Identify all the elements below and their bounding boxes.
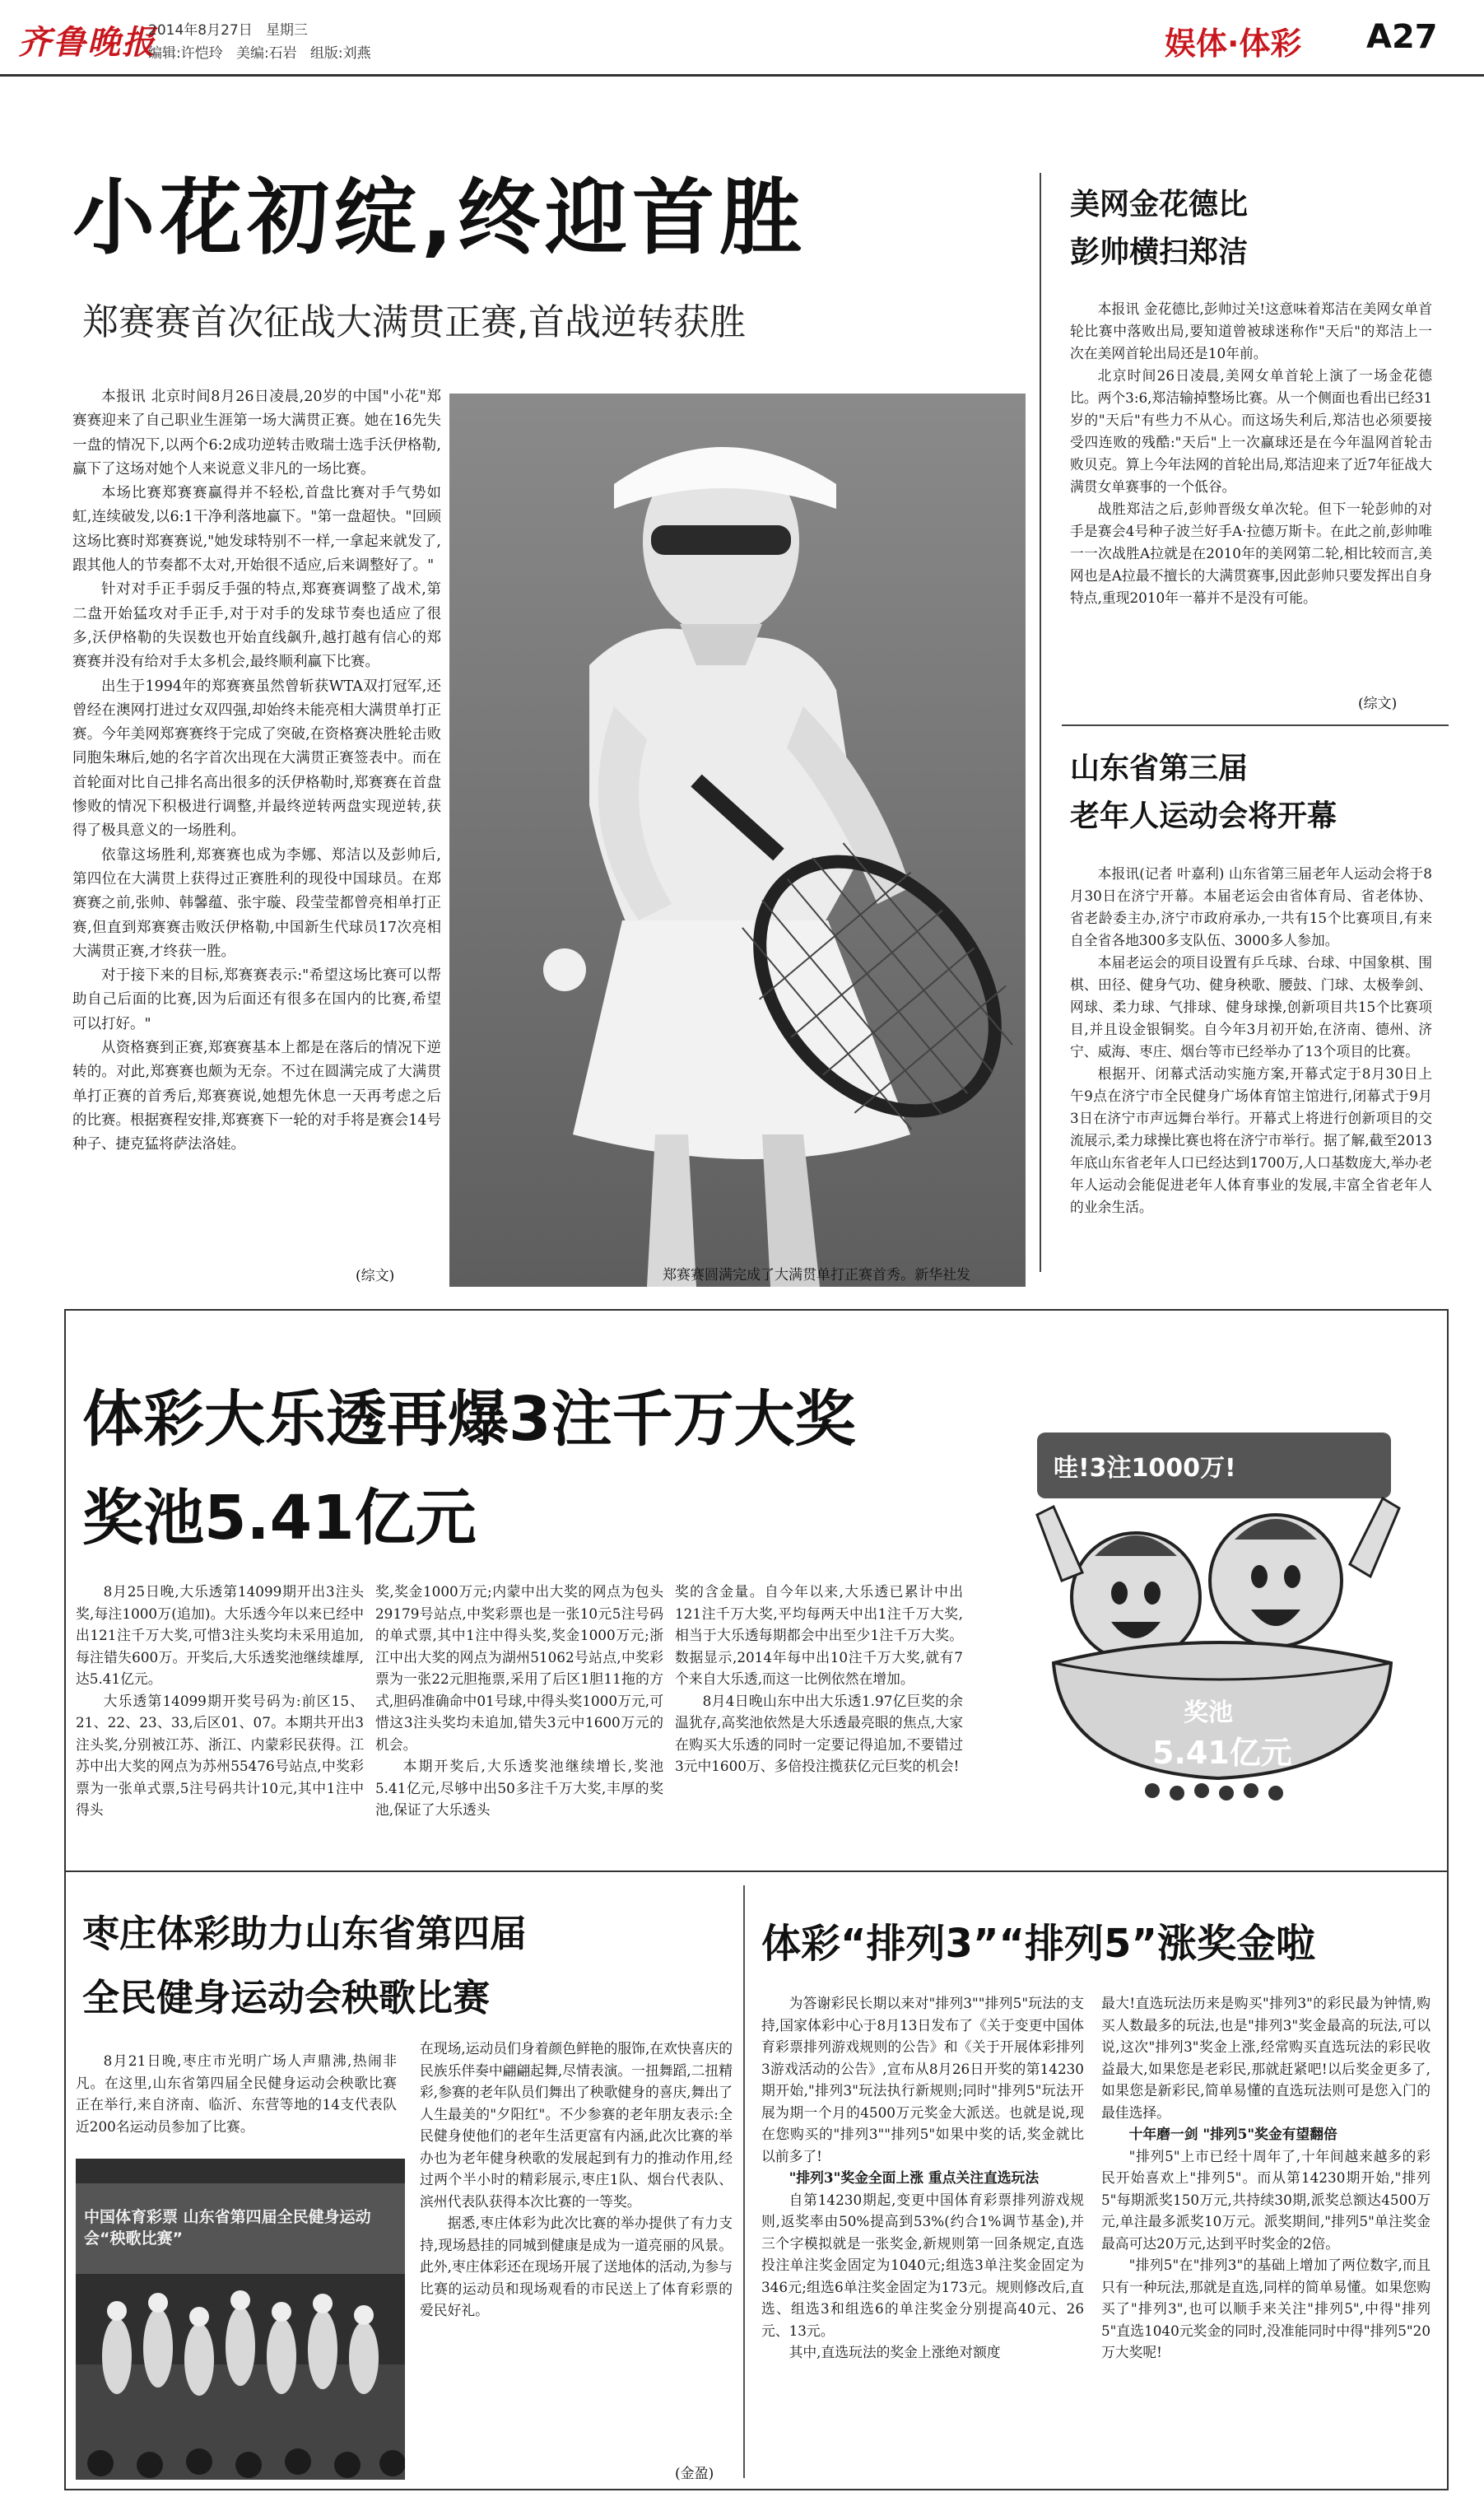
pailie-subhead: "排列3"奖金全面上涨 重点关注直选玩法 bbox=[789, 2169, 1040, 2186]
pailie-paragraph: 最大!直选玩法历来是购买"排列3"的彩民最为钟情,购买人数最多的玩法,也是"排列3"奖金最高的玩法,可以说,这次"排列3"奖金上涨,经常购买直选玩法的彩民收益最大,如果您是老彩民,那就赶紧吧!以后奖金更多了,如果您是新彩民,简单易懂的直选玩法则可是您入门的最佳选择。 bbox=[1101, 1995, 1431, 2121]
lottery-col3 bbox=[675, 1581, 963, 1836]
zaozhuang-paragraph: 8月21日晚,枣庄市光明广场人声鼎沸,热闹非凡。在这里,山东省第四届全民健身运动会秧歌比赛正在举行,来自济南、临沂、东营等地的14支代表队近200名运动员参加了比赛。 bbox=[76, 2052, 397, 2135]
side1-headline-line2: 彭帅横扫郑洁 bbox=[1070, 235, 1249, 269]
header-date: 2014年8月27日 bbox=[148, 22, 253, 39]
lottery-paragraph: 奖的含金量。自今年以来,大乐透已累计中出121注千万大奖,平均每两天中出1注千万大奖,相当于大乐透每期都会中出至少1注千万大奖。数据显示,2014年每中出10注千万大奖,就有7个来自大乐透,而这一比例依然在增加。 bbox=[675, 1583, 963, 1687]
zaozhuang-headline-line2: 全民健身运动会秧歌比赛 bbox=[82, 1976, 491, 2020]
side1-byline: (综文) bbox=[1358, 696, 1398, 712]
lottery-paragraph: 奖,奖金1000万元;内蒙中出大奖的网点为包头29179号站点,中奖彩票也是一张10元5注号码的单式票,其中1注中得头奖,奖金1000万元;浙江中出大奖的网点为湖州51062号站点,中奖彩票为一张22元胆拖票,采用了后区1胆11拖的方式,胆码准确命中01号球,中得头奖1000万元,可惜这3注头奖均未追加,错失3元中1600万元的机会。 bbox=[375, 1583, 663, 1753]
header-proofreader: 组版:刘燕 bbox=[309, 45, 371, 62]
zaozhuang-left-body bbox=[76, 2050, 397, 2137]
pailie-paragraph: 为答谢彩民长期以来对"排列3""排列5"玩法的支持,国家体彩中心于8月13日发布了《关于变更中国体育彩票排列游戏规则的公告》和《关于开展体彩排列3游戏活动的公告》,宣布从8月26日开奖的第14230期开始,"排列3"玩法执行新规则;同时"排列5"玩法开展为期一个月的4500万元奖金大派送。也就是说,现在您购买的"排列3""排列5"如果中奖的话,奖金就比以前多了! bbox=[761, 1995, 1084, 2164]
pailie-left-body bbox=[761, 1992, 1084, 2486]
pailie-headline: 体彩“排列3”“排列5”涨奖金啦 bbox=[761, 1921, 1315, 1967]
lead-photo bbox=[449, 394, 1026, 1287]
lead-byline: (综文) bbox=[356, 1268, 395, 1284]
pailie-paragraph: 其中,直选玩法的奖金上涨绝对额度 bbox=[789, 2344, 1001, 2360]
pailie-paragraph: "排列5"在"排列3"的基础上增加了两位数字,而且只有一种玩法,那就是直选,同样的简单易懂。如果您购买了"排列3",也可以顺手来关注"排列5",中得"排列5"直选1040元奖金的同时,没准能同时中得"排列5"20万大奖呢! bbox=[1101, 2257, 1431, 2360]
side1-headline bbox=[1070, 181, 1248, 277]
lottery-paragraph: 8月4日晚山东中出大乐透1.97亿巨奖的余温犹存,高奖池依然是大乐透最亮眼的焦点,大家在购买大乐透的同时一定要记得追加,不要错过3元中1600万、多倍投注揽获亿元巨奖的机会! bbox=[675, 1692, 963, 1774]
lead-paragraph: 从资格赛到正赛,郑赛赛基本上都是在落后的情况下逆转的。对此,郑赛赛也颇为无奈。不过在圆满完成了大满贯单打正赛的首秀后,郑赛赛说,她想先休息一天再考虑之后的比赛。根据赛程安排,郑赛赛下一轮的对手将是赛会14号种子、捷克猛将萨法洛娃。 bbox=[72, 1040, 441, 1153]
zaozhuang-byline: (金盈) bbox=[675, 2466, 714, 2482]
column-divider bbox=[1040, 173, 1041, 1272]
pailie-subhead: 十年磨一剑 "排列5"奖金有望翻倍 bbox=[1128, 2126, 1337, 2142]
lead-paragraph: 针对对手正手弱反手强的特点,郑赛赛调整了战术,第二盘开始猛攻对手正手,对于对手的发球节奏也适应了很多,沃伊格勒的失误数也开始直线飙升,越打越有信心的郑赛赛并没有给对手太多机会,最终顺利赢下比赛。 bbox=[72, 581, 441, 671]
lead-paragraph: 本场比赛郑赛赛赢得并不轻松,首盘比赛对手气势如虹,连续破发,以6:1干净利落地赢下。"第一盘超快。"回顾这场比赛时郑赛赛说,"她发球特别不一样,一拿起来就发了,跟其他人的节奏都不太对,开始很不适应,后来调整好了。" bbox=[72, 485, 441, 575]
lead-paragraph: 本报讯 北京时间8月26日凌晨,20岁的中国"小花"郑赛赛迎来了自己职业生涯第一场大满贯正赛。她在16先失一盘的情况下,以两个6:2成功逆转击败瑞士选手沃伊格勒,赢下了这场对她个人来说意义非凡的一场比赛。 bbox=[72, 389, 441, 478]
pool-value: 5.41亿元 bbox=[1152, 1735, 1292, 1771]
header-meta-line1 bbox=[148, 18, 308, 39]
side1-paragraph: 北京时间26日凌晨,美网女单首轮上演了一场金花德比。两个3:6,郑洁输掉整场比赛。从一个侧面也看出已经31岁的"天后"有些力不从心。而这场失利后,郑洁也必须要接受四连败的残酷:"天后"上一次赢球还是在今年温网首轮击败贝克。算上今年法网的首轮出局,郑洁迎来了近7年征战大满贯女单赛事的一个低谷。 bbox=[1070, 367, 1432, 495]
side2-body bbox=[1070, 863, 1432, 1291]
lottery-headline-2: 奖池5.41亿元 bbox=[82, 1483, 477, 1554]
header-designer: 美编:石岩 bbox=[235, 45, 297, 62]
zaozhuang-paragraph: 据悉,枣庄体彩为此次比赛的举办提供了有力支持,现场悬挂的同城到健康是成为一道亮丽的风景。此外,枣庄体彩还在现场开展了送地体的活动,为参与比赛的运动员和现场观看的市民送上了体育彩票的爱民好礼。 bbox=[420, 2215, 733, 2318]
section-title: 娱体·体彩 bbox=[1165, 26, 1302, 62]
pool-label: 奖池 bbox=[1184, 1698, 1233, 1727]
page-number: A27 bbox=[1366, 18, 1438, 56]
zaozhuang-photo-banner: 中国体育彩票 山东省第四届全民健身运动会“秧歌比赛” bbox=[84, 2208, 371, 2248]
zaozhuang-right-body bbox=[420, 2038, 733, 2482]
header-meta-line2 bbox=[148, 41, 371, 62]
side1-headline-line1: 美网金花德比 bbox=[1070, 188, 1249, 221]
zaozhuang-paragraph: 在现场,运动员们身着颜色鲜艳的服饰,在欢快喜庆的民族乐伴奏中翩翩起舞,尽情表演。一扭舞蹈,二扭精彩,参赛的老年队员们舞出了秧歌健身的喜庆,舞出了人生最美的"夕阳红"。不少参赛的老年朋友表示:全民健身使他们的老年生活更富有内涵,此次比赛的举办也为老年健身秧歌的发展起到有力的推动作用,经过两个半小时的精彩展示,枣庄1队、烟台代表队、滨州代表队获得本次比赛的一等奖。 bbox=[420, 2040, 733, 2210]
lottery-paragraph: 大乐透第14099期开奖号码为:前区15、21、22、23、33,后区01、07。本期共开出3注头奖,分别被江苏、浙江、内蒙彩民获得。江苏中出大奖的网点为苏州55476号站点,中奖彩票为一张单式票,5注号码共计10元,其中1注中得头 bbox=[76, 1692, 364, 1818]
tennis-player-photo bbox=[449, 394, 1026, 1287]
pailie-paragraph: 自第14230期起,变更中国体育彩票排列游戏规则,返奖率由50%提高到53%(约合1%调节基金),并三个字模拟就是一张奖金,新规则第一回条规定,直选投注单注奖金固定为1040元;组选3单注奖金固定为346元;组选6单注奖金固定为173元。规则修改后,直选、组选3和组选6的单注奖金分别提高40元、26元、13元。 bbox=[761, 2191, 1084, 2339]
side2-headline-line2: 老年人运动会将开幕 bbox=[1070, 799, 1337, 833]
side1-paragraph: 本报讯 金花德比,彭帅过关!这意味着郑洁在美网女单首轮比赛中落败出局,要知道曾被球迷称作"天后"的郑洁上一次在美网首轮出局还是10年前。 bbox=[1070, 300, 1432, 361]
page-header bbox=[0, 0, 1484, 81]
zaozhuang-headline bbox=[82, 1902, 527, 2030]
lead-subhead: 郑赛赛首次征战大满贯正赛,首战逆转获胜 bbox=[82, 301, 746, 343]
masthead-logo: 齐鲁晚报 bbox=[18, 23, 156, 62]
lottery-headline-1: 体彩大乐透再爆3注千万大奖 bbox=[82, 1384, 856, 1455]
side1-paragraph: 战胜郑洁之后,彭帅晋级女单次轮。但下一轮彭帅的对手是赛会4号种子波兰好手A·拉德万斯卡。在此之前,彭帅唯一一次战胜A拉就是在2010年的美网第二轮,相比较而言,美网也是A拉最不擅长的大满贯赛事,因此彭帅只要发挥出自身特点,重现2010年一幕并不是没有可能。 bbox=[1070, 501, 1432, 606]
lottery-paragraph: 8月25日晚,大乐透第14099期开出3注头奖,每注1000万(追加)。大乐透今年以来已经中出121注千万大奖,可惜3注头奖均未采用追加,每注错失600万。开奖后,大乐透奖池继续雄厚,达5.41亿元。 bbox=[76, 1583, 364, 1687]
side2-paragraph: 本报讯(记者 叶嘉利) 山东省第三届老年人运动会将于8月30日在济宁开幕。本届老运会由省体育局、省老体协、省老龄委主办,济宁市政府承办,一共有15个比赛项目,有来自全省各地300多支队伍、3000多人参加。 bbox=[1070, 865, 1432, 948]
lottery-col2 bbox=[375, 1581, 663, 1836]
zaozhuang-photo bbox=[76, 2159, 405, 2480]
lottery-col1 bbox=[76, 1581, 364, 1836]
side2-headline bbox=[1070, 745, 1337, 841]
pailie-right-body bbox=[1101, 1992, 1431, 2486]
lead-paragraph: 对于接下来的目标,郑赛赛表示:"希望这场比赛可以帮助自己后面的比赛,因为后面还有很多在国内的比赛,希望可以打好。" bbox=[72, 967, 441, 1032]
pailie-paragraph: "排列5"上市已经十周年了,十年间越来越多的彩民开始喜欢上"排列5"。而从第14230期开始,"排列5"每期派奖150万元,共持续30期,派奖总额达4500万元,单注最多派奖10万元。派奖期间,"排列5"单注奖金最高可达20万元,达到平时奖金的2倍。 bbox=[1101, 2147, 1431, 2252]
header-rule bbox=[0, 74, 1484, 77]
lead-paragraph: 出生于1994年的郑赛赛虽然曾斩获WTA双打冠军,还曾经在澳网打进过女双四强,却始终未能亮相大满贯单打正赛。今年美网郑赛赛终于完成了突破,在资格赛决胜轮击败同胞朱琳后,她的名字首次出现在大满贯正赛签表中。而在首轮面对比自己排名高出很多的沃伊格勒时,郑赛赛在首盘惨败的情况下积极进行调整,并最终逆转两盘实现逆转,获得了极具意义的一场胜利。 bbox=[72, 678, 441, 840]
lottery-paragraph: 本期开奖后,大乐透奖池继续增长,奖池5.41亿元,尽够中出50多注千万大奖,丰厚的奖池,保证了大乐透头 bbox=[375, 1758, 663, 1818]
lead-headline: 小花初绽,终迎首胜 bbox=[72, 170, 807, 266]
zaozhuang-headline-line1: 枣庄体彩助力山东省第四届 bbox=[82, 1912, 528, 1955]
cartoon-banner: 哇!3注1000万! bbox=[1054, 1454, 1236, 1483]
side1-body bbox=[1070, 298, 1432, 710]
bottom-column-divider bbox=[743, 1885, 745, 2478]
header-editor: 编辑:许恺玲 bbox=[148, 45, 223, 62]
lottery-divider bbox=[66, 1870, 1447, 1872]
side2-paragraph: 根据开、闭幕式活动实施方案,开幕式定于8月30日上午9点在济宁市全民健身广场体育馆主馆进行,闭幕式于9月3日在济宁市声远舞台举行。开幕式上将进行创新项目的交流展示,柔力球操比赛也将在济宁市举行。据了解,截至2013年底山东省老年人口已经达到1700万,人口基数庞大,举办老年人运动会能促进老年人体育事业的发展,丰富全省老年人的业余生活。 bbox=[1070, 1065, 1432, 1215]
side2-headline-line1: 山东省第三届 bbox=[1070, 752, 1249, 785]
header-weekday: 星期三 bbox=[265, 22, 308, 39]
side-divider bbox=[1062, 724, 1449, 726]
side2-paragraph: 本届老运会的项目设置有乒乓球、台球、中国象棋、围棋、田径、健身气功、健身秧歌、腰鼓、门球、太极拳剑、网球、柔力球、气排球、健身球操,创新项目共15个比赛项目,并且设金银铜奖。自今年3月初开始,在济南、德州、济宁、威海、枣庄、烟台等市已经举办了13个项目的比赛。 bbox=[1070, 954, 1432, 1060]
lead-paragraph: 依靠这场胜利,郑赛赛也成为李娜、郑洁以及彭帅后,第四位在大满贯上获得过正赛胜利的现役中国球员。在郑赛赛之前,张帅、韩馨蕴、张宇璇、段莹莹都曾亮相单打正赛,但直到郑赛赛击败沃伊格勒,中国新生代球员17次亮相大满贯正赛,才终获一胜。 bbox=[72, 846, 441, 960]
lead-body bbox=[72, 385, 441, 1258]
lottery-cartoon bbox=[1004, 1416, 1432, 1819]
lead-photo-caption: 郑赛赛圆满完成了大满贯单打正赛首秀。新华社发 bbox=[663, 1267, 970, 1283]
